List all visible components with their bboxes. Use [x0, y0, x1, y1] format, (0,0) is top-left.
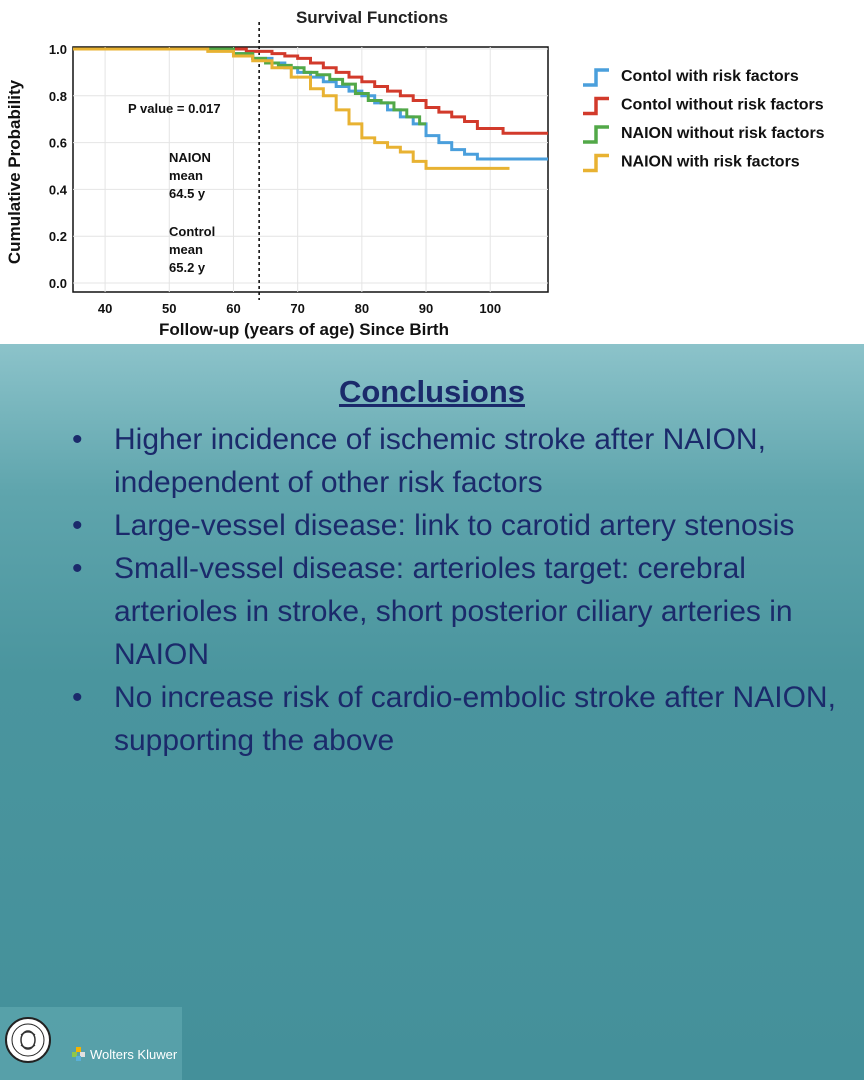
legend-swatch — [583, 70, 609, 85]
legend-label: Contol with risk factors — [621, 68, 799, 85]
y-tick-label: 0.8 — [48, 88, 67, 104]
y-tick-label: 0.2 — [48, 229, 67, 245]
conclusions-title: Conclusions — [338, 374, 525, 409]
y-tick-label: 1.0 — [48, 42, 67, 57]
chart-annotation: mean — [169, 168, 203, 183]
legend-swatch — [583, 156, 609, 171]
y-tick-label: 0.4 — [48, 182, 67, 198]
survival-chart — [0, 0, 864, 344]
conclusion-item: • Small-vessel disease: arterioles target: cerebral arterioles in stroke, short posterior ciliary arteries in NAION — [72, 552, 793, 671]
chart-annotation: 64.5 y — [169, 186, 206, 201]
legend-label: NAION without risk factors — [621, 125, 825, 142]
publisher-name: Wolters Kluwer — [90, 1047, 178, 1062]
conclusion-item: • Large-vessel disease: link to carotid artery stenosis — [72, 509, 795, 542]
x-tick-label: 90 — [418, 301, 434, 316]
chart-annotation: Control — [169, 224, 216, 239]
wolters-kluwer-logo-icon — [72, 1047, 86, 1061]
legend-label: Contol without risk factors — [621, 96, 824, 114]
chart-annotation: P value = 0.017 — [128, 101, 221, 116]
conclusion-item: • No increase risk of cardio-embolic stroke after NAION, supporting the above — [72, 681, 836, 757]
legend-swatch — [583, 127, 609, 142]
y-tick-label: 0.0 — [48, 276, 67, 291]
x-tick-label: 70 — [290, 301, 305, 316]
x-axis-label: Follow-up (years of age) Since Birth — [159, 320, 449, 339]
chart-title: Survival Functions — [295, 8, 449, 27]
x-tick-label: 100 — [479, 301, 502, 316]
x-tick-label: 80 — [354, 301, 370, 316]
conclusion-item: • Higher incidence of ischemic stroke after NAION, independent of other risk factors — [72, 423, 766, 499]
x-tick-label: 40 — [97, 301, 113, 316]
legend-swatch — [583, 99, 609, 114]
y-axis-label: Cumulative Probability — [5, 79, 24, 265]
legend-label: NAION with risk factors — [621, 153, 800, 171]
conclusion-text: No increase risk of cardio-embolic stroke after NAION, supporting the above — [114, 681, 836, 757]
society-seal-icon — [4, 1015, 52, 1065]
x-tick-label: 50 — [162, 301, 177, 316]
conclusion-text: Large-vessel disease: link to carotid artery stenosis — [114, 509, 795, 542]
conclusion-text: Higher incidence of ischemic stroke after NAION, independent of other risk factors — [114, 423, 766, 499]
y-tick-label: 0.6 — [48, 135, 67, 151]
chart-annotation: mean — [169, 242, 203, 257]
conclusions-list — [62, 418, 852, 762]
chart-annotation: 65.2 y — [169, 260, 206, 275]
conclusion-text: Small-vessel disease: arterioles target: cerebral arterioles in stroke, short posterior ciliary arteries in NAION — [114, 552, 793, 671]
chart-panel — [0, 0, 864, 344]
x-tick-label: 60 — [226, 301, 241, 316]
chart-annotation: NAION — [169, 150, 211, 165]
